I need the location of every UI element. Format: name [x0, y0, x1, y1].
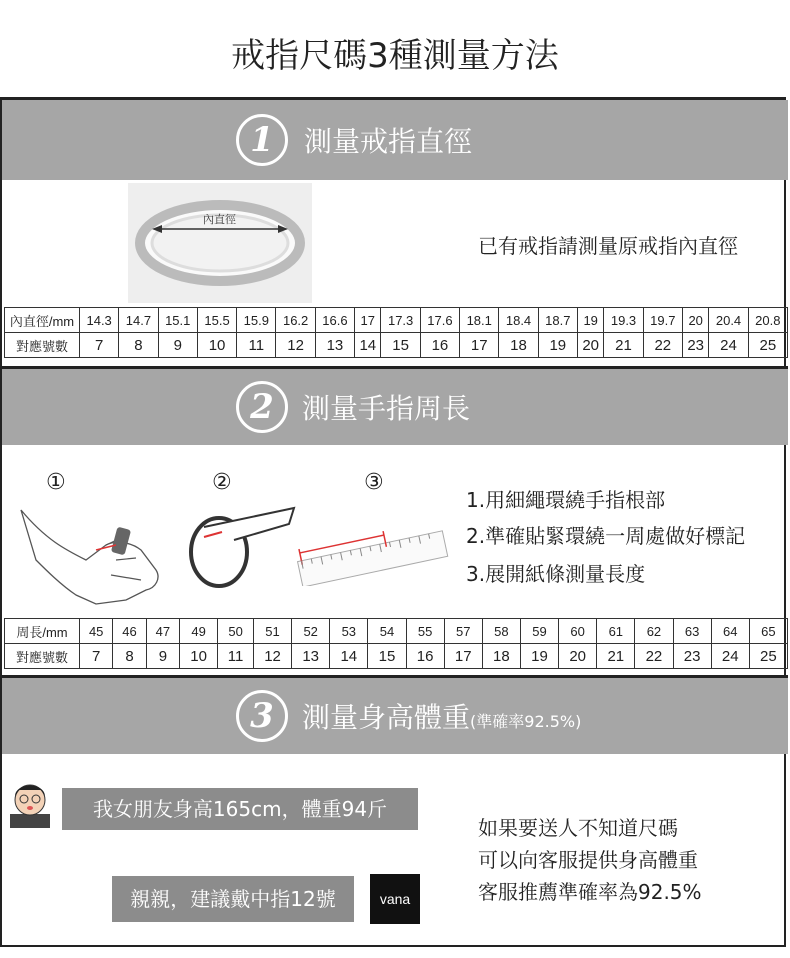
table-cell: 12 [276, 333, 315, 358]
step-3-marker: ③ [364, 470, 384, 495]
table-cell: 58 [482, 619, 520, 644]
table-cell: 9 [158, 333, 197, 358]
avatar [8, 778, 52, 828]
table-cell: 61 [597, 619, 635, 644]
table-cell: 21 [597, 644, 635, 669]
table-cell: 15 [381, 333, 420, 358]
service-reply-bubble: 親親，建議戴中指12號 [112, 876, 354, 922]
table-cell: 7 [80, 644, 113, 669]
table-cell: 16 [406, 644, 444, 669]
table-cell: 21 [604, 333, 643, 358]
section-2-header [2, 369, 788, 445]
table-cell: 65 [749, 619, 787, 644]
table-cell: 19.7 [643, 308, 682, 333]
table-cell: 14 [355, 333, 381, 358]
table-cell: 16.2 [276, 308, 315, 333]
table-cell: 15.1 [158, 308, 197, 333]
table-cell: 23 [673, 644, 711, 669]
table-cell: 64 [711, 619, 749, 644]
step-1-marker: ① [46, 470, 66, 495]
table-cell: 18.1 [460, 308, 499, 333]
table-cell: 9 [146, 644, 179, 669]
table-cell: 15.5 [197, 308, 236, 333]
table-header-diameter: 內直徑/mm [5, 308, 80, 333]
ring-photo [128, 183, 312, 303]
table-cell: 50 [218, 619, 254, 644]
table-cell: 19.3 [604, 308, 643, 333]
suggestion-line-3: 客服推薦準確率為92.5% [478, 880, 702, 904]
table-cell: 14 [330, 644, 368, 669]
table-cell: 62 [635, 619, 673, 644]
section-3-title-main: 測量身高體重 [302, 701, 471, 734]
diameter-table [4, 307, 788, 358]
step-3-text: 3.展開紙條測量長度 [466, 562, 646, 586]
table-cell: 25 [749, 644, 787, 669]
table-cell: 19 [538, 333, 577, 358]
table-cell: 46 [113, 619, 146, 644]
table-row [5, 644, 788, 669]
table-cell: 20.4 [709, 308, 748, 333]
table-cell: 12 [253, 644, 291, 669]
step-2-marker: ② [212, 470, 232, 495]
section-3-title-accuracy: (準確率92.5%) [470, 712, 582, 731]
table-cell: 55 [406, 619, 444, 644]
table-cell: 13 [315, 333, 354, 358]
table-row [5, 333, 788, 358]
table-cell: 7 [80, 333, 119, 358]
ruler-illustration [292, 516, 452, 586]
ring-inner-diameter-label: 內直徑 [203, 213, 236, 226]
section-3-header [2, 678, 788, 754]
table-cell: 14.7 [119, 308, 158, 333]
section-3-title [302, 696, 581, 736]
table-cell: 11 [218, 644, 254, 669]
section-3-number: 3 [236, 690, 288, 742]
table-cell: 57 [444, 619, 482, 644]
table-header-size: 對應號數 [5, 644, 80, 669]
section-1-description: 已有戒指請測量原戒指內直徑 [478, 234, 738, 258]
table-cell: 23 [682, 333, 708, 358]
table-header-size: 對應號數 [5, 333, 80, 358]
table-cell: 20.8 [748, 308, 787, 333]
table-cell: 51 [253, 619, 291, 644]
table-cell: 11 [237, 333, 276, 358]
table-row [5, 619, 788, 644]
table-cell: 8 [119, 333, 158, 358]
table-cell: 19 [520, 644, 558, 669]
table-cell: 15.9 [237, 308, 276, 333]
table-cell: 18 [499, 333, 538, 358]
table-cell: 18.7 [538, 308, 577, 333]
table-cell: 63 [673, 619, 711, 644]
main-frame [0, 97, 786, 947]
strip-wrap-illustration [184, 502, 304, 592]
table-cell: 10 [197, 333, 236, 358]
table-header-circumference: 周長/mm [5, 619, 80, 644]
section-1-header [2, 100, 788, 180]
suggestion-line-1: 如果要送人不知道尺碼 [478, 816, 678, 840]
vana-logo: vana [370, 874, 420, 924]
table-cell: 14.3 [80, 308, 119, 333]
table-cell: 18.4 [499, 308, 538, 333]
table-cell: 22 [643, 333, 682, 358]
table-cell: 20 [559, 644, 597, 669]
section-2-number: 2 [236, 381, 288, 433]
circumference-table [4, 618, 788, 669]
table-cell: 49 [180, 619, 218, 644]
table-cell: 22 [635, 644, 673, 669]
hand-illustration [16, 500, 176, 610]
section-2-title: 測量手指周長 [302, 392, 471, 425]
table-cell: 19 [577, 308, 603, 333]
table-cell: 47 [146, 619, 179, 644]
table-cell: 17 [355, 308, 381, 333]
suggestion-line-2: 可以向客服提供身高體重 [478, 848, 698, 872]
table-cell: 16 [420, 333, 459, 358]
table-cell: 18 [482, 644, 520, 669]
table-cell: 20 [577, 333, 603, 358]
step-1-text: 1.用細繩環繞手指根部 [466, 488, 666, 512]
table-cell: 17.3 [381, 308, 420, 333]
table-cell: 52 [292, 619, 330, 644]
table-cell: 16.6 [315, 308, 354, 333]
table-cell: 13 [292, 644, 330, 669]
table-cell: 59 [520, 619, 558, 644]
step-2-text: 2.準確貼緊環繞一周處做好標記 [466, 524, 746, 548]
table-cell: 17 [460, 333, 499, 358]
section-1-title: 測量戒指直徑 [304, 125, 473, 158]
customer-message-bubble: 我女朋友身高165cm，體重94斤 [62, 788, 418, 830]
table-cell: 8 [113, 644, 146, 669]
table-cell: 17.6 [420, 308, 459, 333]
table-cell: 53 [330, 619, 368, 644]
table-cell: 54 [368, 619, 406, 644]
table-cell: 10 [180, 644, 218, 669]
table-cell: 25 [748, 333, 787, 358]
table-cell: 24 [711, 644, 749, 669]
page-title: 戒指尺碼3種測量方法 [231, 36, 559, 76]
table-cell: 17 [444, 644, 482, 669]
table-cell: 15 [368, 644, 406, 669]
section-1-number: 1 [236, 114, 288, 166]
table-cell: 20 [682, 308, 708, 333]
table-cell: 60 [559, 619, 597, 644]
table-row [5, 308, 788, 333]
table-cell: 24 [709, 333, 748, 358]
table-cell: 45 [80, 619, 113, 644]
